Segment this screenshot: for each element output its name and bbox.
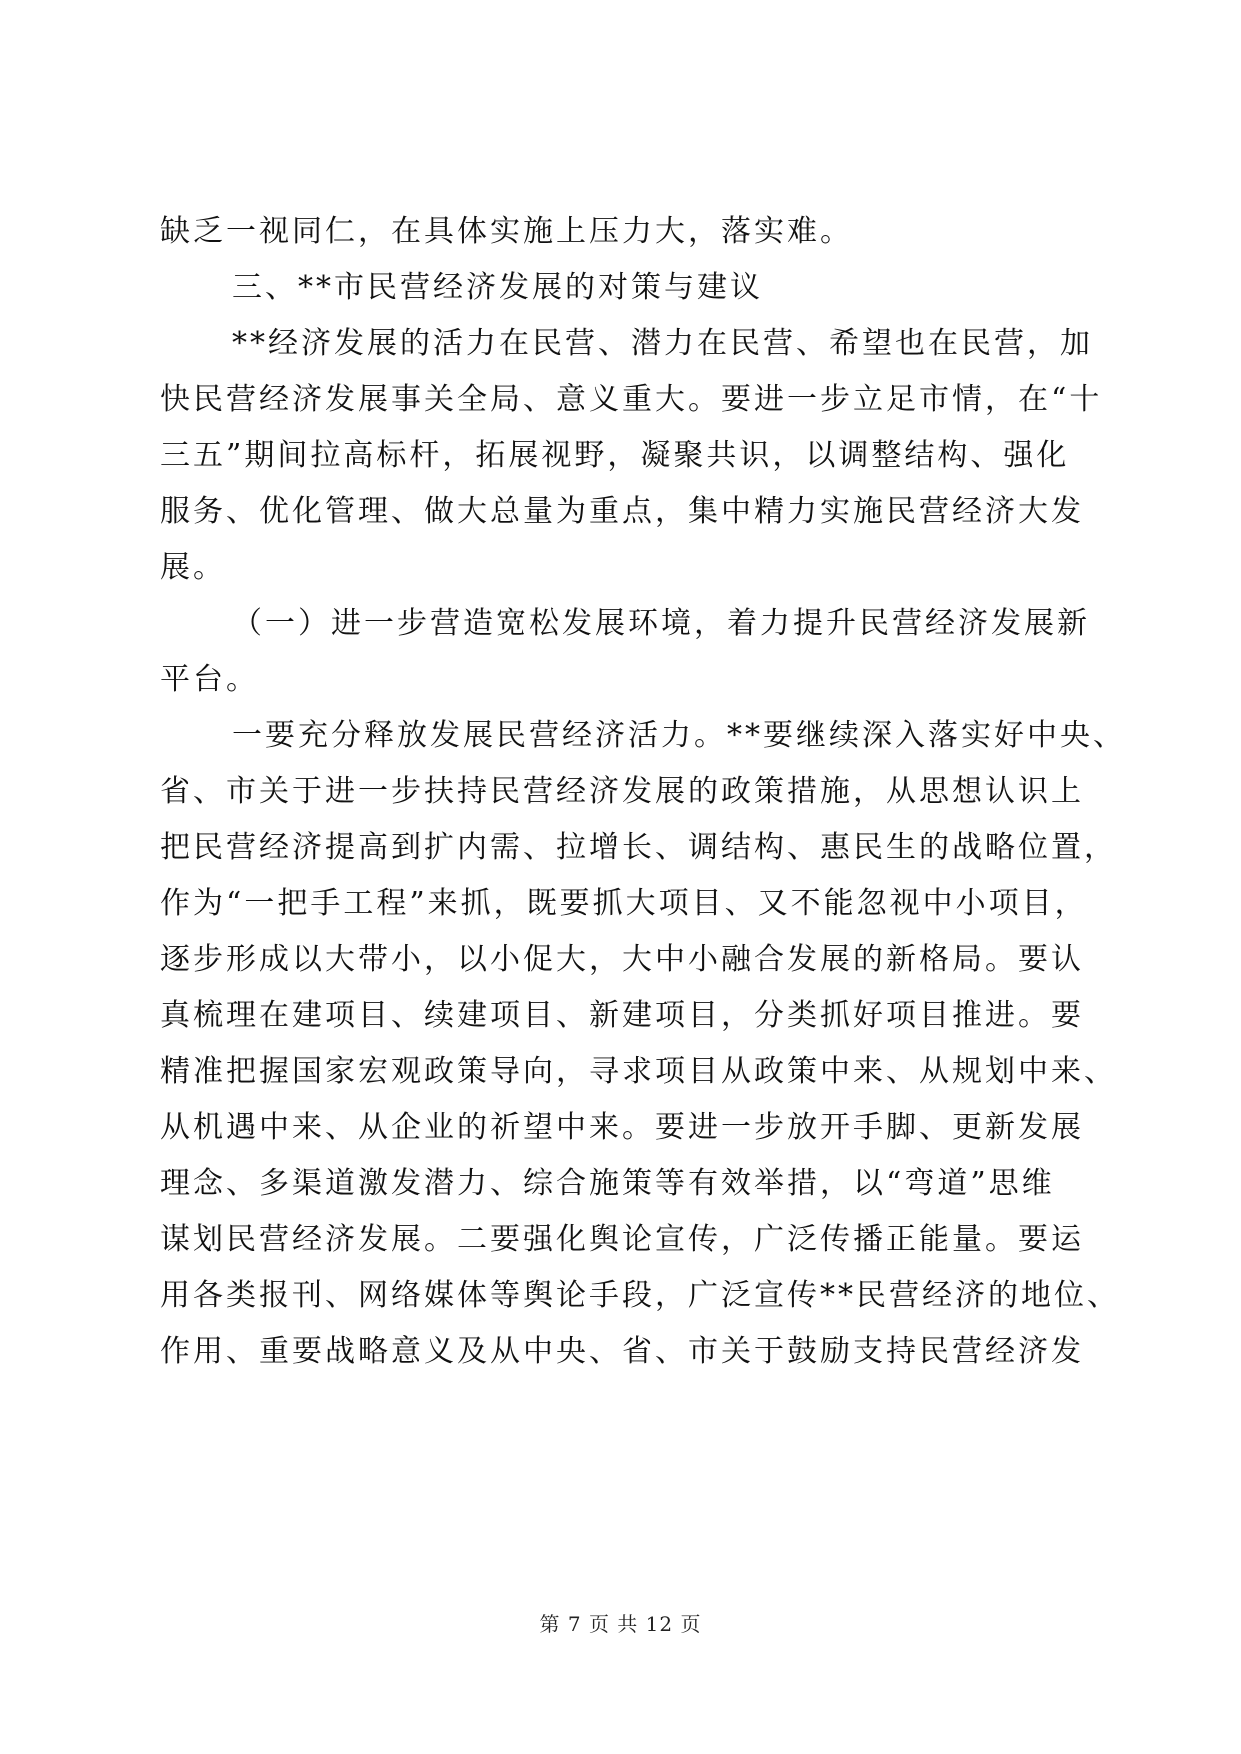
- body-line: 逐步形成以大带小，以小促大，大中小融合发展的新格局。要认: [160, 942, 1084, 977]
- page-number-footer: 第 7 页 共 12 页: [539, 1612, 702, 1636]
- body-line: 缺乏一视同仁，在具体实施上压力大，落实难。: [160, 214, 853, 249]
- body-line: 从机遇中来、从企业的祈望中来。要进一步放开手脚、更新发展: [160, 1110, 1084, 1145]
- body-line: 用各类报刊、网络媒体等舆论手段，广泛宣传**民营经济的地位、: [160, 1278, 1120, 1313]
- body-line: 谋划民营经济发展。二要强化舆论宣传，广泛传播正能量。要运: [160, 1222, 1084, 1257]
- body-line: 精准把握国家宏观政策导向，寻求项目从政策中来、从规划中来、: [160, 1054, 1117, 1089]
- paragraph-first-line: **经济发展的活力在民营、潜力在民营、希望也在民营，加: [232, 326, 1093, 361]
- body-line: 展。: [160, 550, 226, 585]
- body-line: 平台。: [160, 662, 259, 697]
- body-line: 把民营经济提高到扩内需、拉增长、调结构、惠民生的战略位置，: [160, 830, 1117, 865]
- body-line: 真梳理在建项目、续建项目、新建项目，分类抓好项目推进。要: [160, 998, 1084, 1033]
- body-line: 快民营经济发展事关全局、意义重大。要进一步立足市情，在“十: [160, 382, 1103, 417]
- section-heading: 三、**市民营经济发展的对策与建议: [232, 270, 763, 305]
- subsection-heading: （一）进一步营造宽松发展环境，着力提升民营经济发展新: [232, 606, 1090, 641]
- body-line: 作用、重要战略意义及从中央、省、市关于鼓励支持民营经济发: [160, 1334, 1084, 1369]
- body-line: 省、市关于进一步扶持民营经济发展的政策措施，从思想认识上: [160, 774, 1084, 809]
- body-line: 作为“一把手工程”来抓，既要抓大项目、又不能忽视中小项目，: [160, 886, 1088, 921]
- paragraph-first-line: 一要充分释放发展民营经济活力。**要继续深入落实好中央、: [232, 718, 1126, 753]
- body-line: 服务、优化管理、做大总量为重点，集中精力实施民营经济大发: [160, 494, 1084, 529]
- body-line: 理念、多渠道激发潜力、综合施策等有效举措，以“弯道”思维: [160, 1166, 1055, 1201]
- body-line: 三五”期间拉高标杆，拓展视野，凝聚共识，以调整结构、强化: [160, 438, 1070, 473]
